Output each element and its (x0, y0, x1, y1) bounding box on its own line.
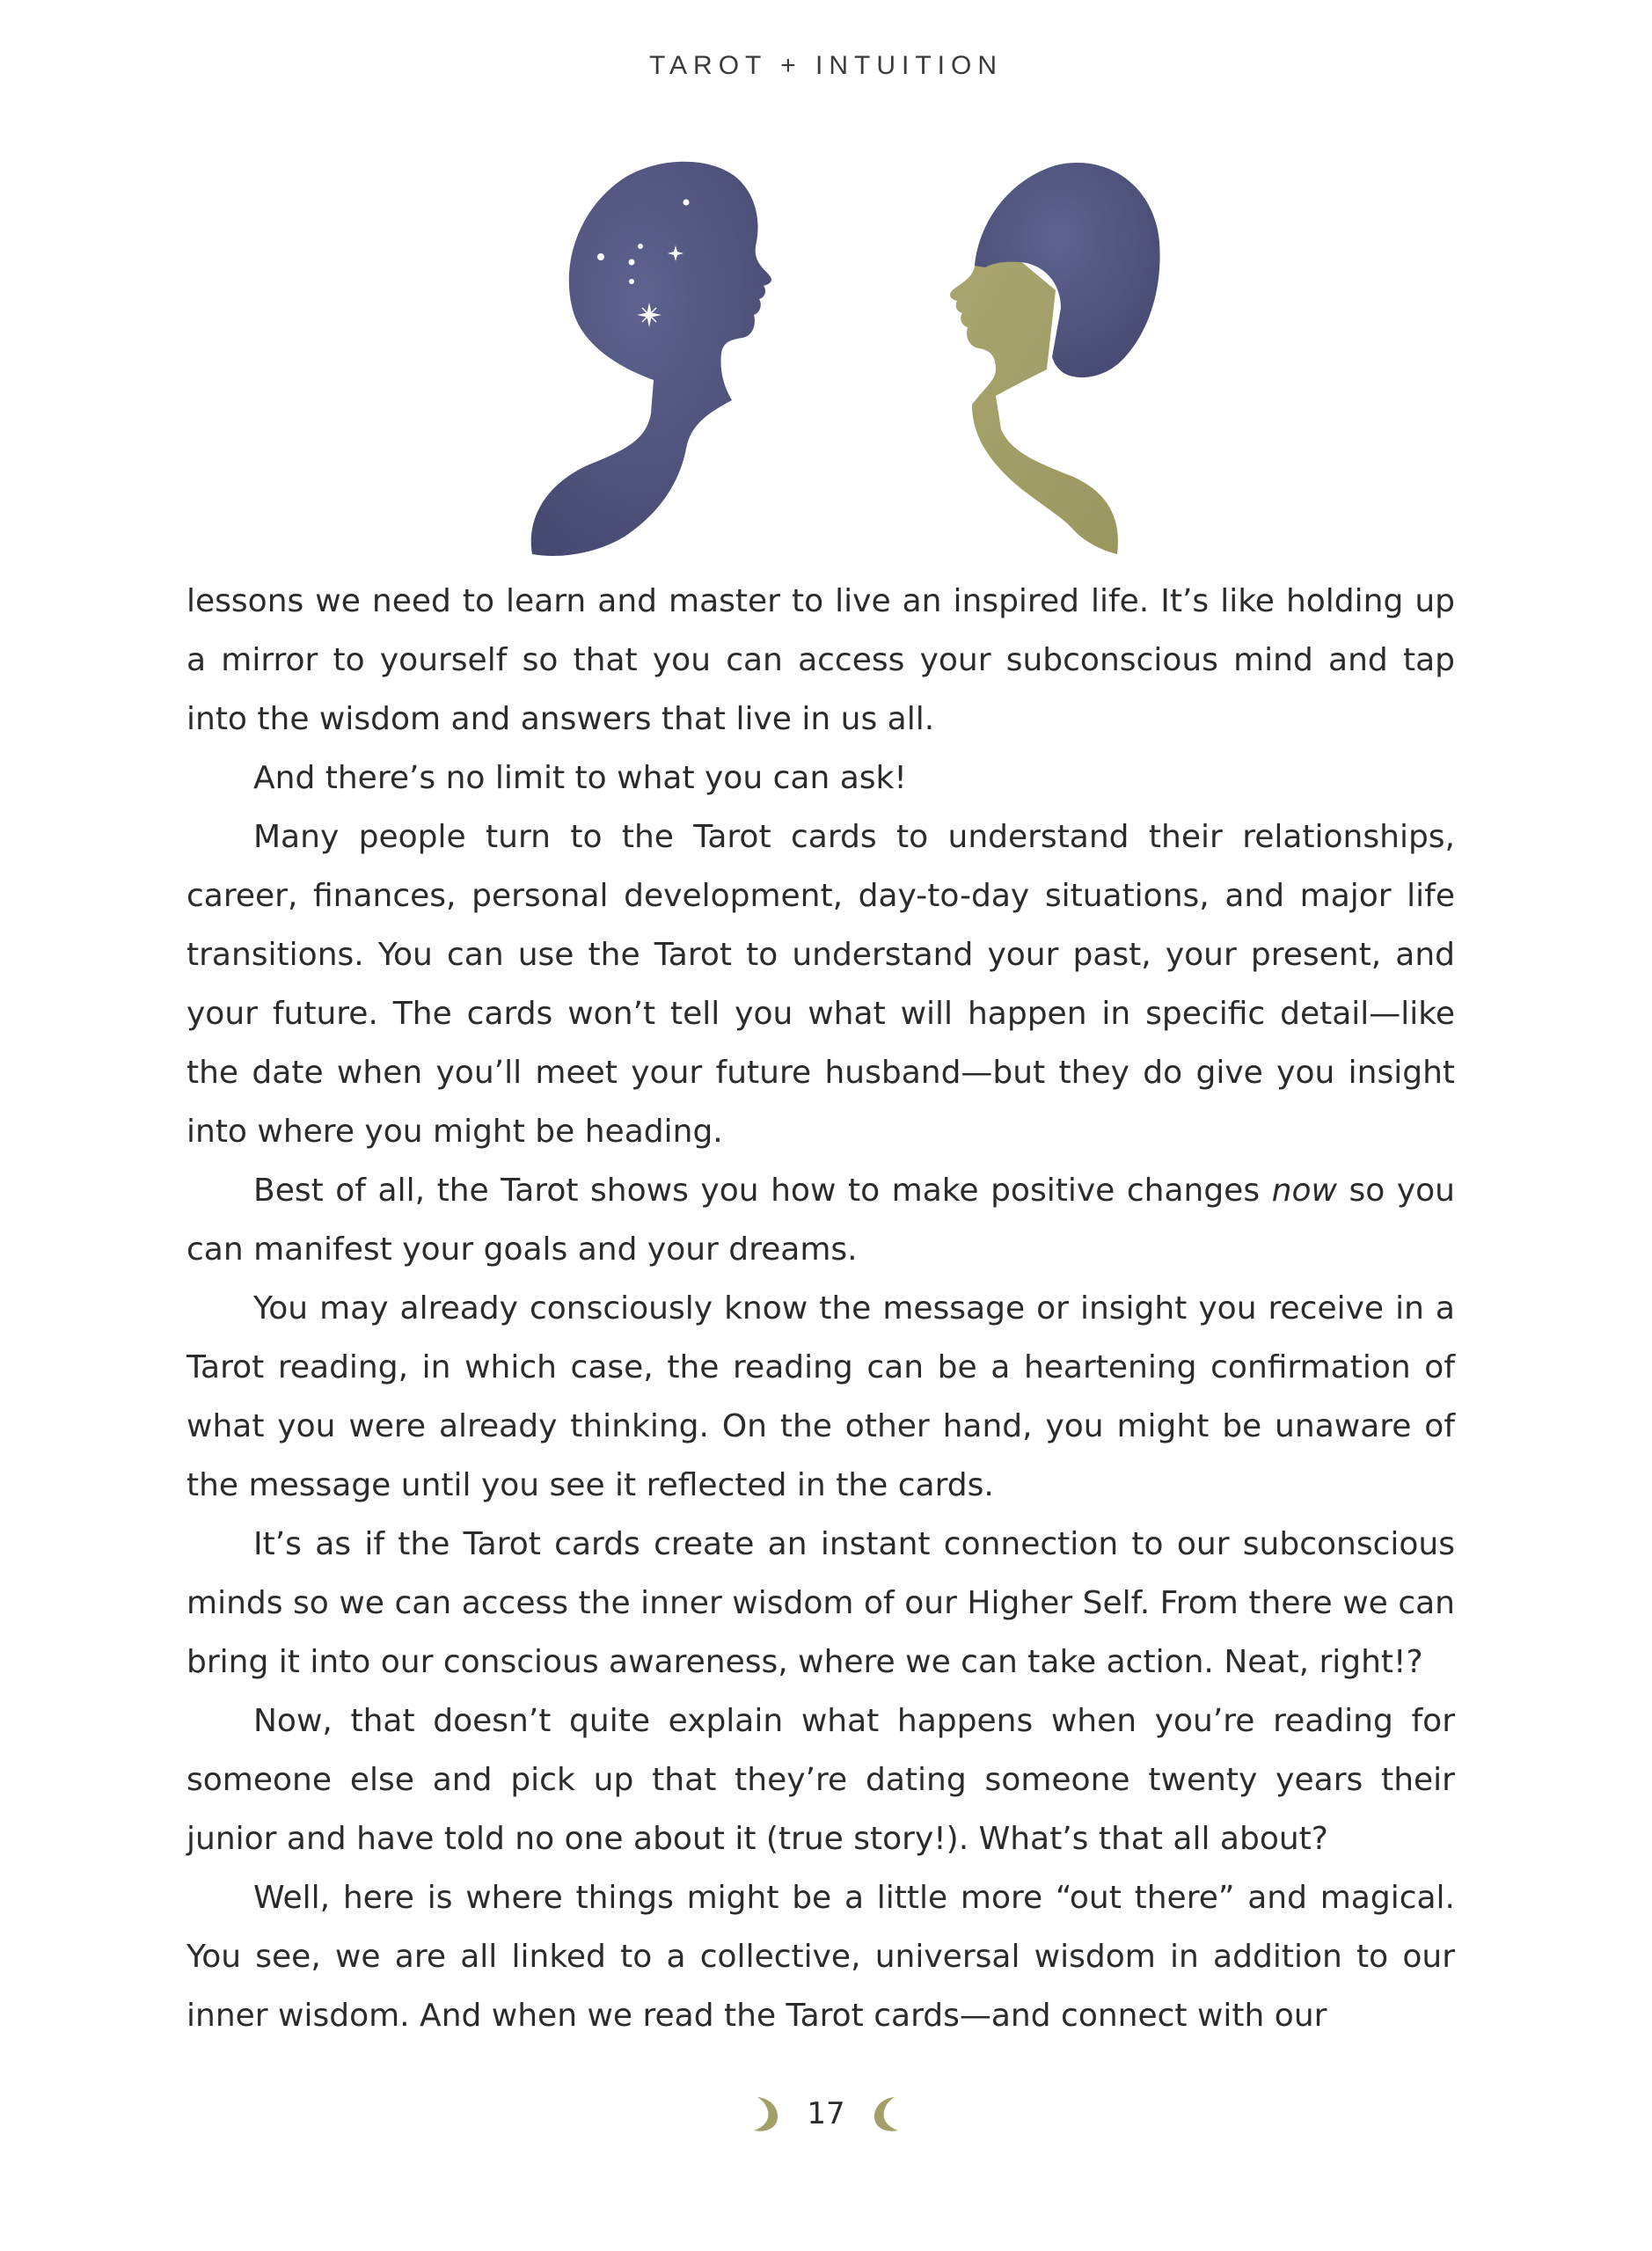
illustration (493, 150, 1161, 563)
paragraph-6: It’s as if the Tarot cards create an instant connection to our subconscious minds so we can access the inner wisdom of our Higher Self. From there we can bring it into our conscious awareness, where we can take action. Neat, right!? (186, 1526, 1455, 1680)
right-head-silhouette (950, 163, 1160, 554)
body-text (186, 572, 1455, 2045)
paragraph-3: Many people turn to the Tarot cards to understand their relationships, career, finances, personal development, day-to-day situations, and major life transitions. You can use the Tarot to understand your past, your present, and your future. The cards won’t tell you what will happen in specific detail—like the date when you’ll meet your future husband—but they do give you insight into where you might be heading. (186, 819, 1455, 1150)
running-head: TAROT + INTUITION (648, 51, 1004, 80)
paragraph-7: Now, that doesn’t quite explain what happens when you’re reading for someone else and pick up that they’re dating someone twenty years their junior and have told no one about it (true story!). What’s that all about? (186, 1703, 1455, 1857)
paragraph-2: And there’s no limit to what you can ask! (253, 760, 907, 796)
crescent-moon-icon (870, 2095, 902, 2132)
left-head-silhouette (531, 162, 771, 556)
paragraph-4-text-a: Best of all, the Tarot shows you how to make positive changes (253, 1173, 1272, 1209)
page-footer (0, 2095, 1652, 2132)
paragraph-5: You may already consciously know the message or insight you receive in a Tarot reading, in which case, the reading can be a heartening confirmation of what you were already thinking. On the other hand, you might be unaware of the message until you see it reflected in the cards. (186, 1290, 1455, 1503)
crescent-moon-icon (750, 2095, 782, 2132)
paragraph-1: lessons we need to learn and master to live an inspired life. It’s like holding up a mirror to yourself so that you can access your subconscious mind and tap into the wisdom and answers that live in us all. (186, 583, 1455, 737)
paragraph-8: Well, here is where things might be a little more “out there” and magical. You see, we are all linked to a collective, universal wisdom in addition to our inner wisdom. And when we read the Tarot cards—and connect with our (186, 1880, 1455, 2034)
page-number: 17 (807, 2096, 845, 2131)
emphasis-now: now (1271, 1173, 1337, 1209)
paragraph-4-text-b: so you can manifest your goals and your dreams. (186, 1173, 1455, 1268)
paragraph-4 (186, 1161, 1455, 1279)
